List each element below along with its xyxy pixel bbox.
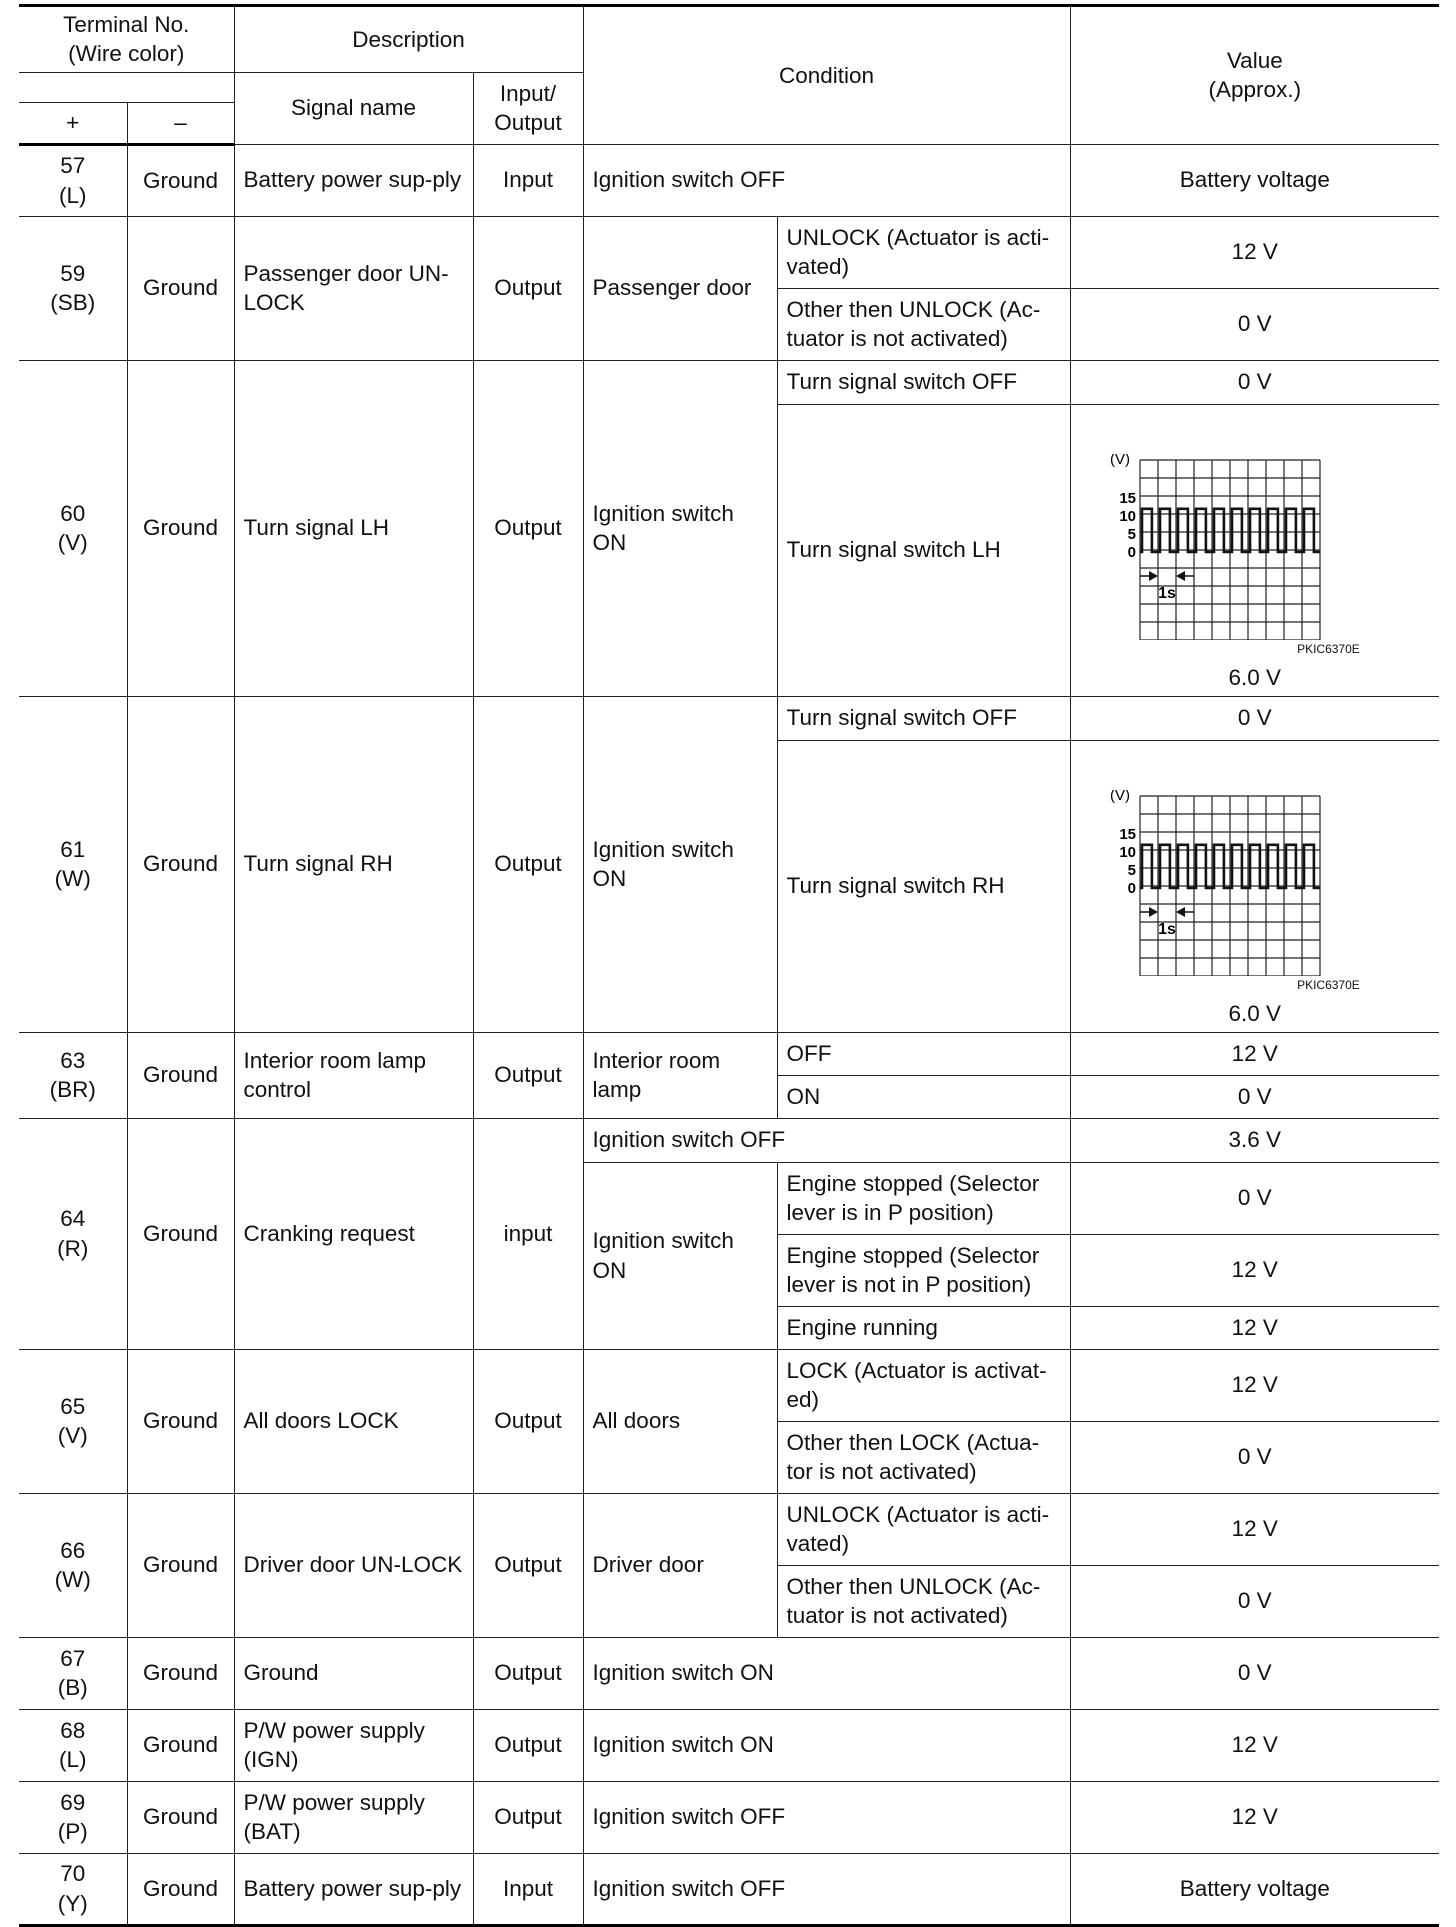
signal-name-cell: All doors LOCK [234,1349,473,1493]
io-cell: Output [473,1637,583,1709]
value-cell: 3.6 V [1070,1118,1439,1162]
minus-cell: Ground [127,1118,234,1349]
terminal-cell: 61 (W) [19,696,127,1032]
io-cell: Input [473,1853,583,1925]
sub-condition-cell: OFF [777,1032,1070,1075]
terminal-cell: 69 (P) [19,1781,127,1853]
minus-cell: Ground [127,216,234,360]
value-cell: 0 V [1070,360,1439,404]
sub-condition-cell: Engine running [777,1306,1070,1349]
io-cell: input [473,1118,583,1349]
header-value: Value (Approx.) [1070,6,1439,145]
sub-condition-cell: Other then UNLOCK (Ac-tuator is not activated) [777,288,1070,360]
y-unit-label: (V) [1109,789,1130,804]
value-text: 6.0 V [1228,665,1282,691]
waveform-value-cell [1070,740,1439,1032]
condition-cell: Ignition switch OFF [583,144,1070,216]
value-cell: Battery voltage [1070,144,1439,216]
condition-cell: Ignition switch OFF [583,1853,1070,1925]
signal-name-cell: Turn signal LH [234,360,473,696]
table-row [19,144,1439,216]
terminal-spec-table [19,4,1439,1927]
terminal-cell: 70 (Y) [19,1853,127,1925]
io-cell: Input [473,144,583,216]
terminal-cell: 59 (SB) [19,216,127,360]
value-cell: 12 V [1070,1493,1439,1565]
terminal-cell: 67 (B) [19,1637,127,1709]
condition-cell: Passenger door [583,216,777,360]
table-row [19,1118,1439,1162]
terminal-cell: 68 (L) [19,1709,127,1781]
terminal-cell: 63 (BR) [19,1032,127,1118]
value-cell: 0 V [1070,696,1439,740]
condition-cell: All doors [583,1349,777,1493]
terminal-cell: 66 (W) [19,1493,127,1637]
minus-cell: Ground [127,696,234,1032]
signal-name-cell: P/W power supply (BAT) [234,1781,473,1853]
io-cell: Output [473,216,583,360]
value-cell: 0 V [1070,1565,1439,1637]
value-cell: 12 V [1070,1781,1439,1853]
io-cell: Output [473,1709,583,1781]
value-cell: 12 V [1070,1234,1439,1306]
y-tick-label: 15 [1119,825,1136,843]
signal-name-cell: Passenger door UN-LOCK [234,216,473,360]
time-marker-arrow [1149,907,1158,917]
header-signal-name: Signal name [234,72,473,144]
io-cell: Output [473,1032,583,1118]
signal-name-cell: Battery power sup-ply [234,1853,473,1925]
io-cell: Output [473,1349,583,1493]
minus-cell: Ground [127,1349,234,1493]
time-marker-arrow [1149,571,1158,581]
header-description: Description [234,6,583,73]
condition-cell: Ignition switch ON [583,360,777,696]
sub-condition-cell: Turn signal switch OFF [777,696,1070,740]
value-cell: 12 V [1070,1032,1439,1075]
minus-cell: Ground [127,1781,234,1853]
terminal-cell: 64 (R) [19,1118,127,1349]
waveform-graph [1110,790,1400,976]
table-row [19,1637,1439,1709]
y-tick-label: 0 [1127,879,1136,897]
io-cell: Output [473,360,583,696]
signal-name-cell: Interior room lamp control [234,1032,473,1118]
table-row [19,1032,1439,1075]
y-tick-label: 15 [1119,489,1136,507]
table-row [19,1349,1439,1421]
sub-condition-cell: UNLOCK (Actuator is acti-vated) [777,1493,1070,1565]
waveform-value-cell [1070,404,1439,696]
y-tick-label: 0 [1127,543,1136,561]
minus-cell: Ground [127,360,234,696]
value-cell: 12 V [1070,1349,1439,1421]
terminal-cell: 60 (V) [19,360,127,696]
condition-cell: Ignition switch ON [583,1162,777,1349]
minus-cell: Ground [127,1493,234,1637]
minus-cell: Ground [127,1709,234,1781]
header-terminal-spacer [19,72,234,102]
minus-cell: Ground [127,1032,234,1118]
value-cell: 0 V [1070,288,1439,360]
terminal-cell: 57 (L) [19,144,127,216]
y-tick-label: 10 [1119,507,1136,525]
value-cell: 12 V [1070,1306,1439,1349]
table-row [19,1709,1439,1781]
value-cell: 12 V [1070,1709,1439,1781]
terminal-cell: 65 (V) [19,1349,127,1493]
sub-condition-cell: Turn signal switch RH [777,740,1070,1032]
value-text: 6.0 V [1228,1001,1282,1027]
value-cell: 0 V [1070,1637,1439,1709]
table-row [19,1853,1439,1925]
condition-cell: Ignition switch OFF [583,1118,1070,1162]
table-row [19,1493,1439,1565]
header-terminal-no: Terminal No. (Wire color) [19,6,234,73]
signal-name-cell: P/W power supply (IGN) [234,1709,473,1781]
value-cell: 0 V [1070,1162,1439,1234]
image-code: PKIC6370E [1297,641,1360,656]
time-label: 1s [1157,584,1176,602]
sub-condition-cell: Engine stopped (Selector lever is in P position) [777,1162,1070,1234]
value-cell: 0 V [1070,1421,1439,1493]
header-input-output: Input/ Output [473,72,583,144]
time-label: 1s [1157,920,1176,938]
condition-cell: Ignition switch ON [583,1637,1070,1709]
condition-cell: Interior room lamp [583,1032,777,1118]
y-tick-label: 10 [1119,843,1136,861]
signal-name-cell: Battery power sup-ply [234,144,473,216]
signal-name-cell: Cranking request [234,1118,473,1349]
value-cell: 0 V [1070,1075,1439,1118]
waveform-graph [1110,454,1400,640]
condition-cell: Ignition switch OFF [583,1781,1070,1853]
y-tick-label: 5 [1127,861,1136,879]
table-row [19,216,1439,288]
condition-cell: Ignition switch ON [583,696,777,1032]
sub-condition-cell: Other then UNLOCK (Ac-tuator is not activated) [777,1565,1070,1637]
table-row [19,1781,1439,1853]
sub-condition-cell: Other then LOCK (Actua-tor is not activated) [777,1421,1070,1493]
header-minus: – [127,102,234,144]
io-cell: Output [473,1493,583,1637]
io-cell: Output [473,1781,583,1853]
y-tick-label: 5 [1127,525,1136,543]
table-row [19,696,1439,740]
table-row [19,360,1439,404]
condition-cell: Driver door [583,1493,777,1637]
sub-condition-cell: ON [777,1075,1070,1118]
io-cell: Output [473,696,583,1032]
signal-name-cell: Driver door UN-LOCK [234,1493,473,1637]
minus-cell: Ground [127,1853,234,1925]
value-cell: Battery voltage [1070,1853,1439,1925]
signal-name-cell: Turn signal RH [234,696,473,1032]
signal-name-cell: Ground [234,1637,473,1709]
sub-condition-cell: Turn signal switch LH [777,404,1070,696]
minus-cell: Ground [127,1637,234,1709]
header-condition: Condition [583,6,1070,145]
header-plus: + [19,102,127,144]
image-code: PKIC6370E [1297,977,1360,992]
sub-condition-cell: Turn signal switch OFF [777,360,1070,404]
value-cell: 12 V [1070,216,1439,288]
sub-condition-cell: LOCK (Actuator is activat-ed) [777,1349,1070,1421]
sub-condition-cell: UNLOCK (Actuator is acti-vated) [777,216,1070,288]
y-unit-label: (V) [1109,453,1130,468]
minus-cell: Ground [127,144,234,216]
condition-cell: Ignition switch ON [583,1709,1070,1781]
sub-condition-cell: Engine stopped (Selector lever is not in P position) [777,1234,1070,1306]
